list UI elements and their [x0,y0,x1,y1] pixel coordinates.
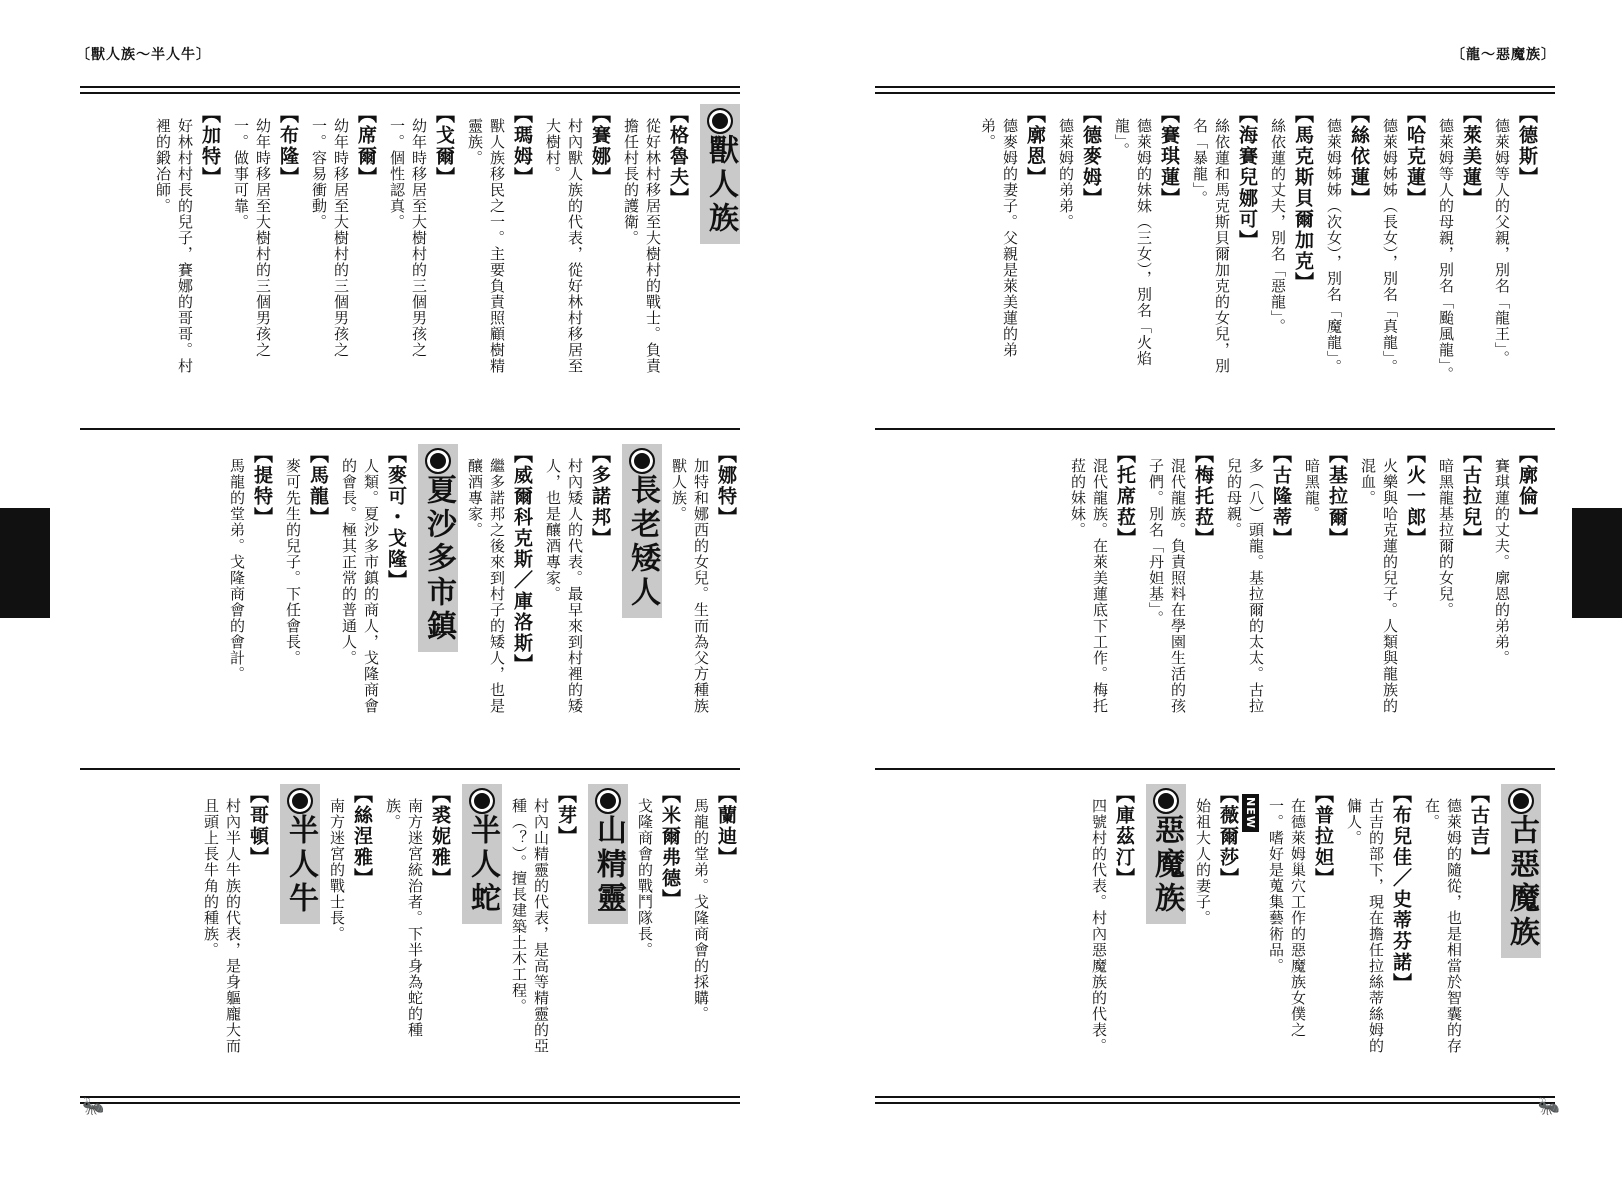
entry [668,444,740,728]
entry-desc: 暗黑龍基拉爾的女兒。 [1437,458,1455,618]
entry-name: 【馬克斯貝爾加克】 [1292,104,1314,293]
entry-name: 【絲依蓮】 [1348,104,1370,209]
section-title-text: 山精靈 [591,814,626,916]
left-page-header: 〔獸人族〜半人牛〕 [76,47,211,63]
section-title-text: 長老矮人 [625,474,660,610]
entry-name: 【蘭迪】 [715,784,737,868]
top-rule [875,86,1555,94]
bullet-icon [287,788,313,814]
entry [200,784,272,1068]
left-band-1 [80,104,740,419]
new-badge: NEW [1242,794,1259,832]
section-title-text: 惡魔族 [1149,814,1184,916]
entry [1223,444,1295,728]
entry-name: 【娜特】 [715,444,737,528]
entry-desc: 村內山精靈的代表，是高等精靈的亞種（？）。擅長建築土木工程。 [510,798,550,1054]
entry [382,784,454,1068]
entry [308,104,380,388]
entry-desc: 幼年時移居至大樹村的三個男孩之一。做事可靠。 [232,118,272,358]
entry-name: 【絲涅雅】 [351,784,373,889]
entry [690,784,740,1068]
entry [282,444,332,728]
entry-desc: 在德萊姆巢穴工作的惡魔族女僕之一。嗜好是蒐集藝術品。 [1267,798,1307,1038]
entry-desc: 村內矮人的代表。最早來到村裡的矮人，也是釀酒專家。 [544,458,584,714]
entry-desc: 混代龍族。在萊美蓮底下工作。梅托菈的妹妹。 [1069,458,1109,714]
bottom-rule [875,1096,1555,1104]
entry-desc: 四號村的代表。村內惡魔族的代表。 [1090,798,1108,1054]
entry [1491,444,1541,728]
right-page-header: 〔龍〜惡魔族〕 [1451,47,1556,63]
entry [1088,784,1138,1068]
entry [542,104,614,388]
entry [338,444,410,728]
entry-desc: 賽琪蓮的丈夫。廓恩的弟弟。 [1493,458,1511,666]
entry-name: 【海賽兒娜可】 [1236,104,1258,251]
entry-desc: 德萊姆等人的母親，別名「颱風龍」。 [1437,118,1455,383]
entry-name: 【哈克蓮】 [1404,104,1426,209]
entry [1192,784,1242,1068]
entry-name: 【馬龍】 [307,444,329,528]
entry-name: 【德斯】 [1516,104,1538,188]
entry-desc: 村內半人牛族的代表，是身軀龐大而且頭上長牛角的種族。 [202,798,242,1054]
right-page [811,0,1622,1200]
entry-name: 【哥頓】 [247,784,269,868]
right-band-1 [851,104,1541,419]
entry-desc: 村內獸人族的代表，從好林村移居至大樹村。 [544,118,584,374]
entry-desc: 幼年時移居至大樹村的三個男孩之一。個性認真。 [388,118,428,358]
entry [1301,444,1351,728]
band-rule [80,768,740,770]
entry-name: 【古拉兒】 [1460,444,1482,549]
section-title-mountain-elf [588,784,628,924]
entry [1491,104,1541,388]
entry-desc: 好林村村長的兒子，賽娜的哥哥。村裡的鍛冶師。 [154,118,194,374]
entry-name: 【威爾科克斯／庫洛斯】 [511,444,533,675]
entry-name: 【薇爾莎】 [1217,784,1239,889]
entry-name: 【古隆蒂】 [1270,444,1292,549]
entry-name: 【格魯夫】 [667,104,689,209]
section-title-text: 獸人族 [703,134,738,236]
entry [1067,444,1139,728]
entry-desc: 混代龍族。負責照料在學園生活的孩子們。別名「丹妲基」。 [1147,458,1187,714]
entry-desc: 德萊姆的弟弟。 [1057,118,1075,230]
entry [1357,444,1429,728]
thumb-index-tab [0,508,50,618]
entry-name: 【米爾弗德】 [659,784,681,910]
entry-desc: 馬龍的堂弟。戈隆商會的會計。 [228,458,246,682]
entry-name: 【基拉爾】 [1326,444,1348,549]
entry-desc: 多（八）頭龍。基拉爾的太太。古拉兒的母親。 [1225,458,1265,714]
section-title-ancient-demon [1501,784,1541,958]
entry-desc: 德萊姆的妹妹（三女），別名「火焰龍」。 [1113,118,1153,367]
entry-desc: 繼多諾邦之後來到村子的矮人，也是釀酒專家。 [466,458,506,714]
entry-desc: 絲依蓮的丈夫，別名「惡龍」。 [1269,118,1287,335]
entry [1145,444,1217,728]
band-rule [80,428,740,430]
entry-desc: 德萊姆姊姊（次女），別名「魔龍」。 [1325,118,1343,375]
ant-icon: 🐜 [82,1096,105,1117]
entry-desc: 絲依蓮和馬克斯貝爾加克的女兒，別名「暴龍」。 [1191,118,1231,374]
band-columns [220,444,740,759]
entry-desc: 德萊姆等人的父親，別名「龍王」。 [1493,118,1511,367]
band-columns [146,104,740,419]
entry-name: 【布兒佳／史蒂芬諾】 [1390,784,1412,994]
entry-desc: 古吉的部下，現在擔任拉絲蒂絲姆的傭人。 [1345,798,1385,1054]
entry-desc: 人類。夏沙多市鎮的商人，戈隆商會的會長。極其正常的普通人。 [340,458,380,714]
bullet-icon [595,788,621,814]
band-columns [971,104,1541,419]
entry [542,444,614,728]
bullet-icon [1153,788,1179,814]
right-band-2 [851,444,1541,759]
entry [326,784,376,1068]
entry-name: 【瑪姆】 [511,104,533,188]
entry-name: 【賽娜】 [589,104,611,188]
left-band-3 [80,784,740,1099]
entry [1111,104,1183,388]
section-title-elder-dwarf [622,444,662,618]
bullet-icon [707,108,733,134]
band-columns [1061,444,1541,759]
entry-name: 【戈爾】 [433,104,455,188]
entry [1435,444,1485,728]
entry [977,104,1049,388]
bullet-icon [469,788,495,814]
entry [1265,784,1337,1068]
ant-icon: 🐜 [1537,1096,1560,1117]
entry [634,784,684,1068]
band-rule [875,768,1555,770]
entry-desc: 戈隆商會的戰鬥隊長。 [636,798,654,958]
section-title-minotaur [280,784,320,924]
bullet-icon [425,448,451,474]
entry-desc: 麥可先生的兒子。下任會長。 [284,458,302,666]
entry [1435,104,1485,388]
entry [1421,784,1493,1068]
entry-name: 【火一郎】 [1404,444,1426,549]
entry [464,444,536,728]
bottom-rule [80,1096,740,1104]
section-title-text: 半人蛇 [465,814,500,916]
bullet-icon [629,448,655,474]
entry [1189,104,1261,388]
entry-name: 【廓恩】 [1024,104,1046,188]
entry [152,104,224,388]
band-rule [875,428,1555,430]
section-title-demon [1146,784,1186,924]
entry-desc: 從好林村移居至大樹村的戰士。負責擔任村長的護衛。 [622,118,662,374]
section-title-shashato-town [418,444,458,652]
entry-name: 【提特】 [251,444,273,528]
entry-name: 【普拉妲】 [1312,784,1334,889]
entry-name: 【梅托菈】 [1192,444,1214,549]
band-columns [1082,784,1541,1099]
entry [464,104,536,388]
entry [1379,104,1429,388]
entry-name: 【加特】 [199,104,221,188]
section-title-beastman [700,104,740,244]
entry-desc: 獸人族移民之一。主要負責照顧樹精靈族。 [466,118,506,374]
entry-desc: 德麥姆的妻子。父親是萊美蓮的弟弟。 [979,118,1019,358]
entry-name: 【麥可・戈隆】 [385,444,407,591]
entry [508,784,580,1068]
entry-name: 【席爾】 [355,104,377,188]
entry-name: 【裘妮雅】 [429,784,451,889]
entry-desc: 始祖大人的妻子。 [1194,798,1212,926]
entry-name: 【德麥姆】 [1080,104,1102,209]
entry-desc: 德萊姆的隨從，也是相當於智囊的存在。 [1423,798,1463,1054]
band-columns [194,784,740,1099]
entry-desc: 德萊姆姊姊（長女），別名「真龍」。 [1381,118,1399,375]
section-title-text: 半人牛 [283,814,318,916]
section-title-text: 夏沙多市鎮 [421,474,456,644]
thumb-index-tab [1572,508,1622,618]
entry-name: 【芽】 [555,784,577,847]
entry-name: 【賽琪蓮】 [1158,104,1180,209]
entry-name: 【托席菈】 [1114,444,1136,549]
section-title-lamia [462,784,502,924]
entry-name: 【布隆】 [277,104,299,188]
entry-name: 【多諾邦】 [589,444,611,549]
entry-desc: 火樂與哈克蓮的兒子。人類與龍族的混血。 [1359,458,1399,714]
entry-name: 【古吉】 [1468,784,1490,868]
entry-name: 【萊美蓮】 [1460,104,1482,209]
entry [226,444,276,728]
bullet-icon [1508,788,1534,814]
entry-desc: 南方迷宮統治者。下半身為蛇的種族。 [384,798,424,1038]
entry [386,104,458,388]
entry-name: 【廓倫】 [1516,444,1538,528]
top-rule [80,86,740,94]
right-band-3 [851,784,1541,1099]
entry-desc: 暗黑龍。 [1303,458,1321,522]
entry [1267,104,1317,388]
entry-desc: 加特和娜西的女兒。生而為父方種族獸人族。 [670,458,710,714]
entry [1343,784,1415,1068]
entry [230,104,302,388]
entry-desc: 幼年時移居至大樹村的三個男孩之一。容易衝動。 [310,118,350,358]
entry [1323,104,1373,388]
entry-desc: 馬龍的堂弟。戈隆商會的採購。 [692,798,710,1022]
section-title-text: 古惡魔族 [1504,814,1539,950]
left-band-2 [80,444,740,759]
entry-desc: 南方迷宮的戰士長。 [328,798,346,942]
entry [1055,104,1105,388]
entry [620,104,692,388]
entry-name: 【庫茲汀】 [1113,784,1135,889]
